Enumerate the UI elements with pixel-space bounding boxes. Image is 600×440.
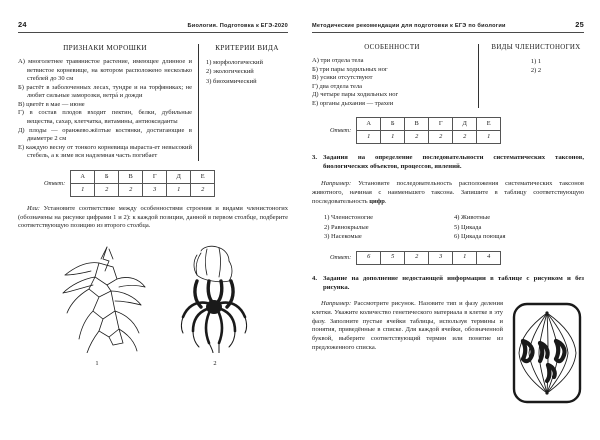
feature-item: Д) четыре пары ходильных ног <box>312 91 399 99</box>
task-4-body <box>312 300 584 407</box>
feature-item: В) цветёт в мае — июне <box>18 100 85 108</box>
sequence-option: 3) Насекомые <box>324 233 362 241</box>
sequence-option: 6) Цикада поющая <box>454 233 506 241</box>
task-4-example-lead: Например: <box>321 300 352 308</box>
alternative-task-text: Установите соответствие между особенностями строения и видами членистоногих (обозначены на рисунке цифрами 1 и 2): к каждой позиции, данной в первом столбце, подберите соответствующую позицию из второго столбца. <box>18 204 288 230</box>
sequence-option: 4) Животные <box>454 214 491 222</box>
right-answer-table <box>356 117 501 144</box>
cell-division-metaphase-figure <box>510 301 584 405</box>
task-3-answer-label: Ответ: <box>330 254 352 262</box>
left-matching-task <box>18 44 288 161</box>
answer-letter-cell: Е <box>477 118 501 131</box>
task-4-heading <box>312 275 584 293</box>
left-criteria-column <box>199 44 288 161</box>
left-answer-label: Ответ: <box>44 179 66 187</box>
criteria-option: 2) экологический <box>206 68 254 76</box>
answer-value-cell: 2 <box>405 251 429 264</box>
alternative-task-lead: Или: <box>27 204 40 212</box>
arthropod-figures <box>18 245 288 367</box>
task-3-example-paragraph <box>312 180 584 206</box>
right-arthropod-types-column <box>479 44 584 108</box>
answer-letter-cell: Д <box>167 170 191 183</box>
feature-item: Е) органы дыхания — трахеи <box>312 99 394 107</box>
answer-letter-cell: А <box>71 170 95 183</box>
left-page-running-head <box>18 20 288 33</box>
feature-item: Б) растёт в заболоченных лесах, тундре и на торфяниках; не любит сильные заморозки, ветрá и дожди <box>18 83 192 100</box>
left-answer-row <box>18 170 288 197</box>
feature-item: Б) три пары ходильных ног <box>312 65 388 73</box>
task-3-example-lead: Например: <box>321 180 352 188</box>
feature-item: Г) два отдела тела <box>312 82 363 90</box>
answer-value-cell: 1 <box>477 131 501 144</box>
left-page-running-title: Биология. Подготовка к ЕГЭ-2020 <box>187 23 288 29</box>
sequence-option: 1) Членистоногие <box>324 214 373 222</box>
answer-value-cell: 2 <box>95 183 119 196</box>
left-answer-table <box>70 170 215 197</box>
task-3-options-right <box>454 213 584 241</box>
answer-value-cell: 6 <box>357 251 381 264</box>
criteria-option: 1) морфологический <box>206 59 263 66</box>
alternative-task-paragraph <box>18 205 288 231</box>
feature-item: Д) плоды — оранжево.жёлтые костянки, достигающие в диаметре 2 см <box>18 126 192 143</box>
task-3-heading <box>312 154 584 172</box>
task-3-number: 3. <box>312 154 318 162</box>
answer-value-cell: 3 <box>143 183 167 196</box>
answer-values-row <box>357 251 501 264</box>
figure-1-caption: 1 <box>95 359 99 367</box>
right-answer-label: Ответ: <box>330 127 352 135</box>
task-3-heading-text: Задания на определение последовательности систематических таксонов, биологических объектов, процессов, явлений. <box>323 154 584 171</box>
left-column-b-header: КРИТЕРИИ ВИДА <box>215 44 279 52</box>
sequence-option: 2) Равнокрылые <box>324 223 369 231</box>
right-matching-task <box>312 44 584 108</box>
answer-letter-cell: А <box>357 118 381 131</box>
right-column-b-header: ВИДЫ ЧЛЕНИСТОНОГИХ <box>491 44 581 51</box>
insect-illustration <box>43 245 151 353</box>
task-3-answer-table <box>356 251 501 265</box>
right-page-running-head <box>312 20 584 33</box>
figure-2-caption: 2 <box>213 359 217 367</box>
answer-letter-cell: Е <box>191 170 215 183</box>
task-4-example-text: Рассмотрите рисунок. Назовите тип и фазу деления клетки. Укажите количество генетического материала в клетке в эту фазу. Заполните пустые ячейки таблицы, используя термины и понятия, приведённые в списке. Для каждой ячейки, обозначенной буквой, выберите соответствующий термин или понятие из предложенного списка. <box>312 300 503 351</box>
feature-item: Г) в состав плодов входит пектин, белки, дубильные вещества, сахар, клетчатка, витамины, антиоксиданты <box>18 109 192 126</box>
arthropod-type-option: 2) 2 <box>530 67 542 75</box>
task-4-number: 4. <box>312 274 318 282</box>
answer-values-row <box>71 183 215 196</box>
feature-item: Е) каждую весну от тонкого корневища выраста‐ет невысокий стебель, а к зиме вся надземная часть погибает <box>18 143 192 160</box>
feature-item: А) три отдела тела <box>312 57 364 64</box>
answer-value-cell: 4 <box>477 251 501 264</box>
answer-value-cell: 2 <box>119 183 143 196</box>
right-page <box>300 0 600 440</box>
spider-illustration <box>167 245 263 353</box>
right-page-folio: 25 <box>575 20 584 29</box>
task-3-answer-row <box>312 251 584 265</box>
answer-value-cell: 2 <box>405 131 429 144</box>
task-3-example-tail: . <box>384 197 387 205</box>
answer-letter-cell: В <box>405 118 429 131</box>
answer-value-cell: 1 <box>381 131 405 144</box>
task-3-options <box>312 213 584 241</box>
answer-letter-cell: Г <box>429 118 453 131</box>
figure-1 <box>43 245 151 367</box>
answer-letter-cell: В <box>119 170 143 183</box>
answer-value-cell: 5 <box>381 251 405 264</box>
feature-item: В) усики отсутствуют <box>312 74 373 82</box>
right-answer-row <box>312 117 584 144</box>
arthropod-type-option: 1) 1 <box>530 58 542 65</box>
answer-values-row <box>357 131 501 144</box>
left-page-folio: 24 <box>18 20 27 29</box>
answer-letters-row <box>357 118 501 131</box>
answer-value-cell: 1 <box>453 251 477 264</box>
task-3-options-left <box>324 213 454 241</box>
right-column-a-header: ОСОБЕННОСТИ <box>364 44 420 51</box>
answer-value-cell: 2 <box>453 131 477 144</box>
answer-letter-cell: Б <box>381 118 405 131</box>
answer-letters-row <box>71 170 215 183</box>
right-features-column <box>312 44 479 108</box>
answer-letter-cell: Б <box>95 170 119 183</box>
figure-2 <box>167 245 263 367</box>
task-3-example-text: Установите последовательность расположения систематических таксонов животного, начиная с наименьшего таксона. Запишите в таблицу соответствующую последовательность <box>312 180 584 205</box>
left-column-a-header: ПРИЗНАКИ МОРОШКИ <box>63 44 147 52</box>
answer-value-cell: 3 <box>429 251 453 264</box>
right-page-running-title: Методические рекомендации для подготовки к ЕГЭ по биологии <box>312 23 506 29</box>
task-3-example-bold: цифр <box>369 197 385 205</box>
answer-letter-cell: Г <box>143 170 167 183</box>
answer-value-cell: 1 <box>357 131 381 144</box>
answer-value-cell: 1 <box>167 183 191 196</box>
task-4-heading-text: Задание на дополнение недостающей информации в таблице с рисунком и без рисунка. <box>323 274 584 291</box>
criteria-option: 3) биохимический <box>206 77 257 85</box>
left-features-column <box>18 44 199 161</box>
answer-value-cell: 2 <box>429 131 453 144</box>
feature-item: А) многолетнее травянистое растение, имеющее длинное и ветвистое корневище, на котором расположено несколько стеблей до 30 см <box>18 58 192 83</box>
answer-value-cell: 2 <box>191 183 215 196</box>
sequence-option: 5) Цикада <box>454 223 482 231</box>
answer-letter-cell: Д <box>453 118 477 131</box>
answer-value-cell: 1 <box>71 183 95 196</box>
